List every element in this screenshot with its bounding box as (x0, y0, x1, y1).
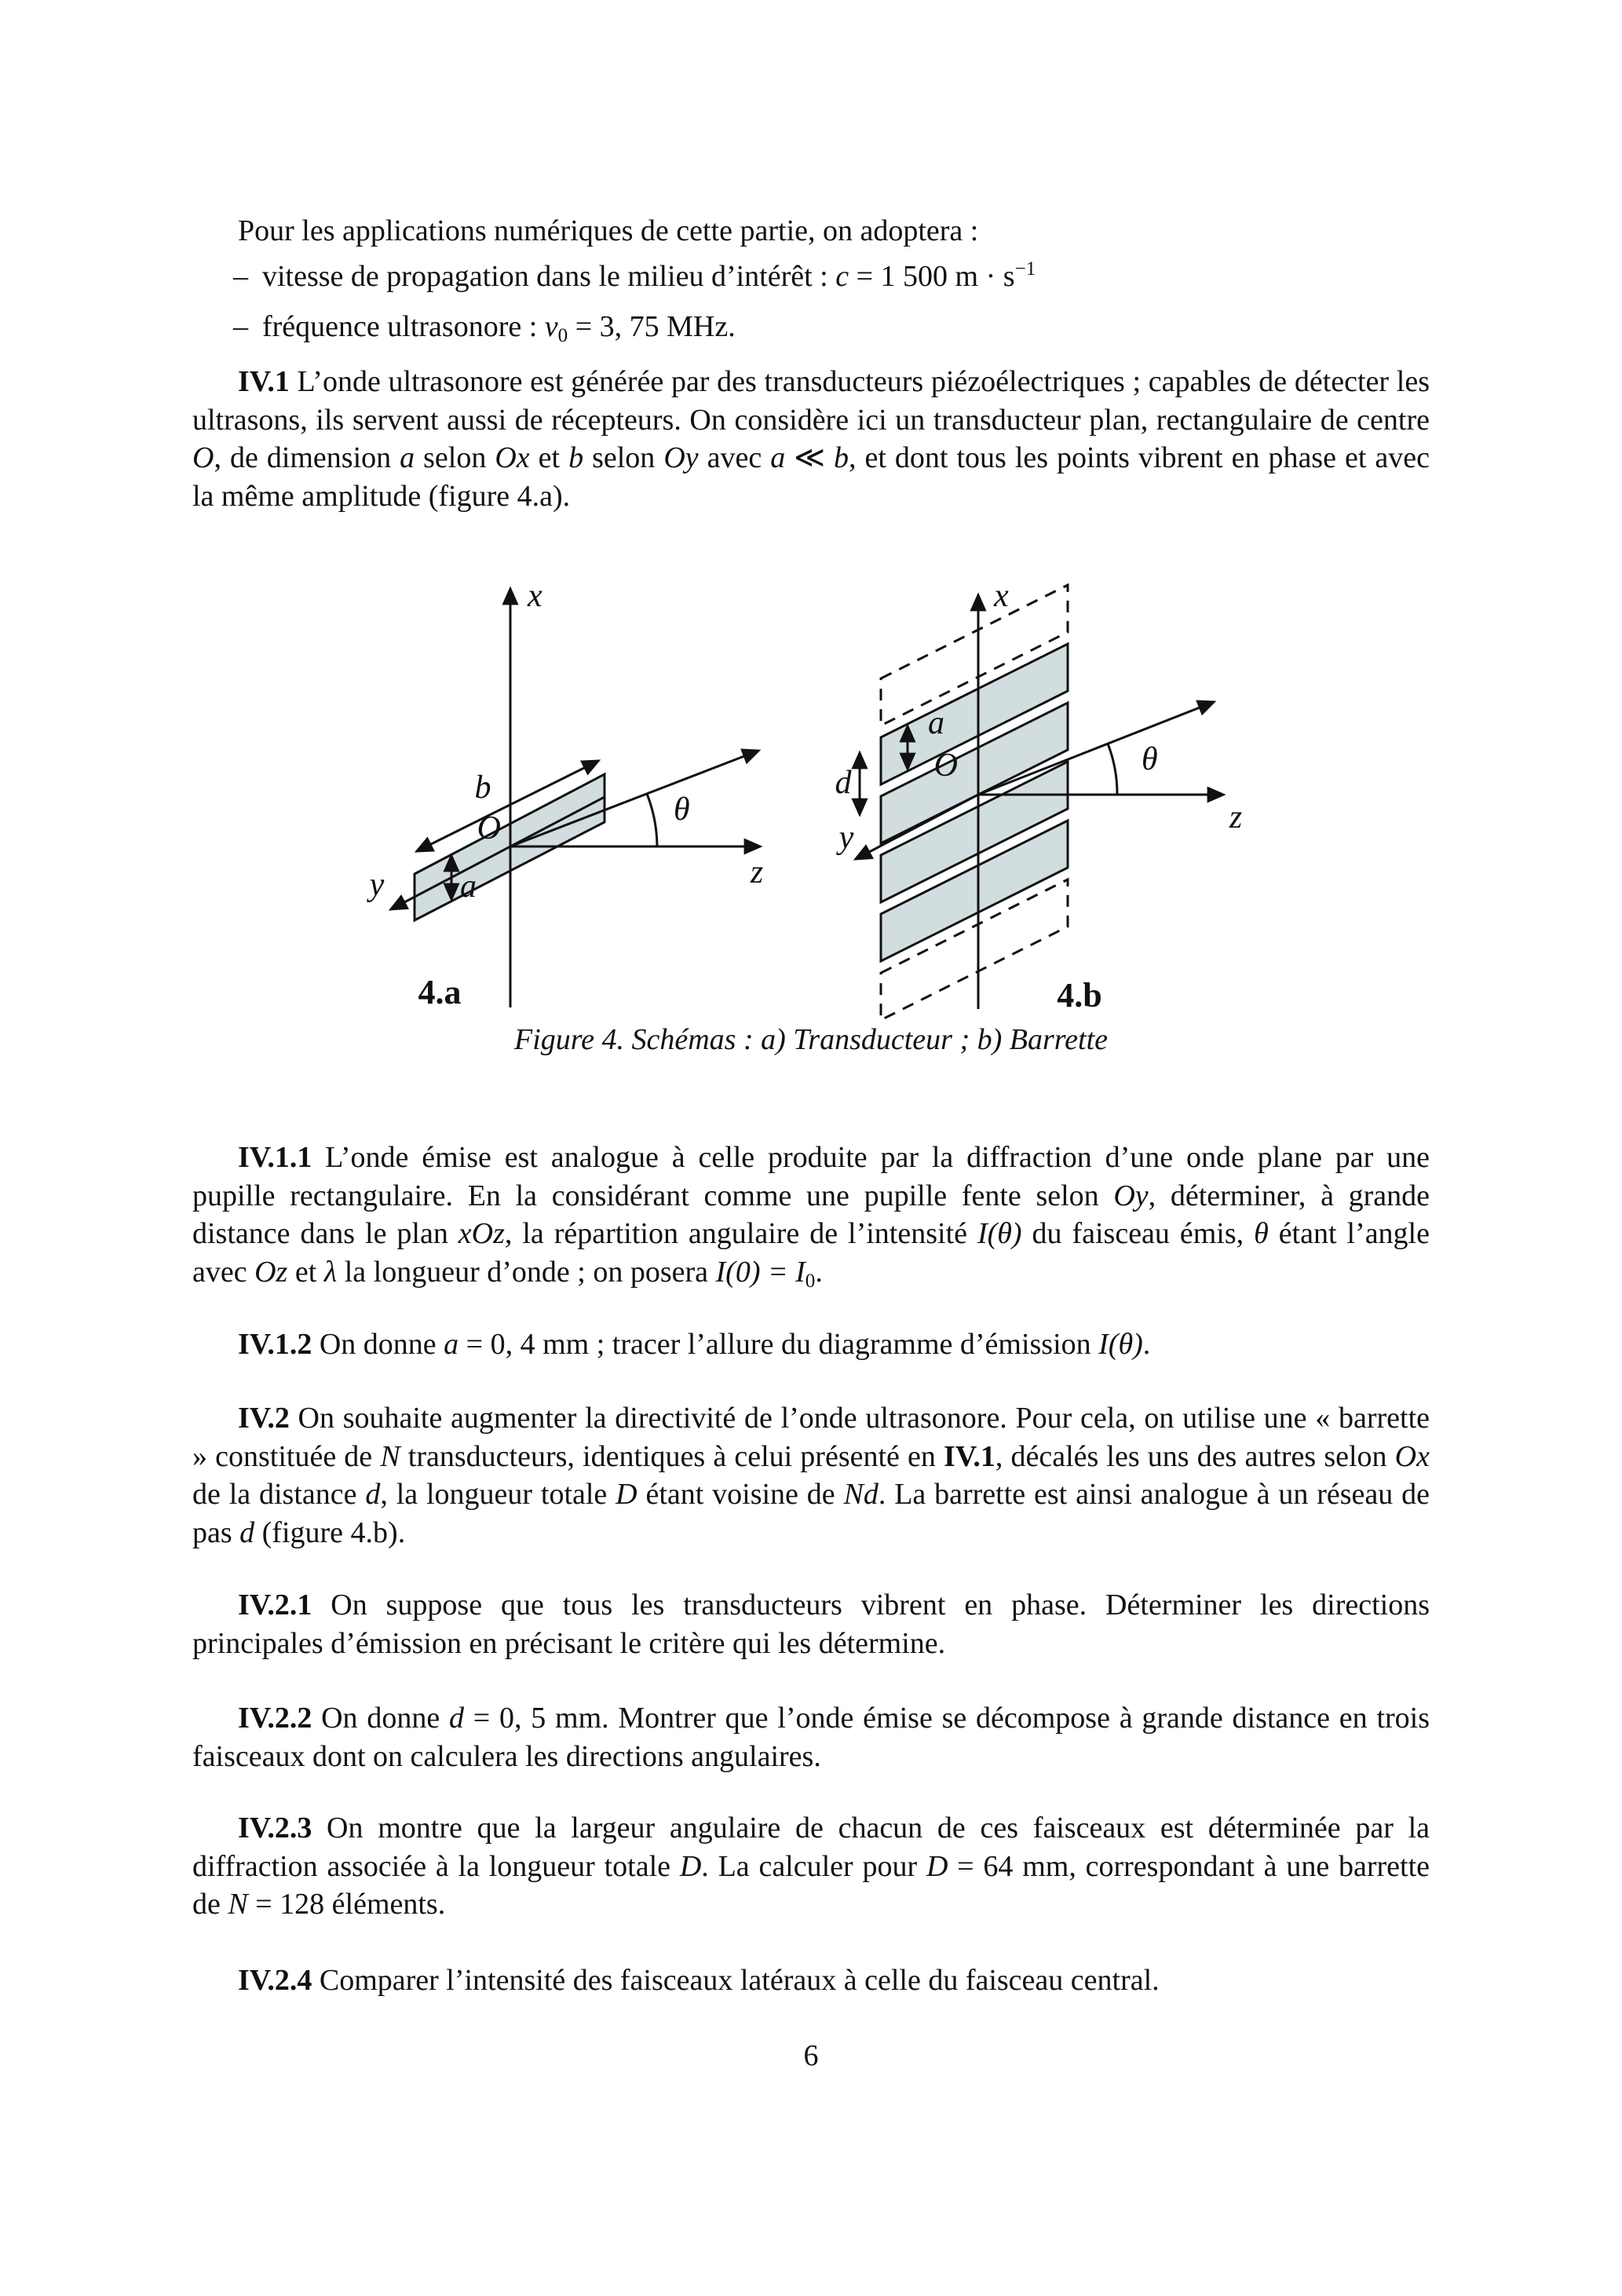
text-run: . (815, 1255, 823, 1289)
text-run: On souhaite augmenter la directivité de l’onde ultrasonore. Pour cela, on utilise une « barrette » constituée de (192, 1402, 1430, 1473)
section-iv-2-1 (192, 1586, 1430, 1662)
text-run: et (287, 1255, 324, 1289)
section-iv-1 (192, 363, 1430, 515)
text-run: a (400, 441, 415, 474)
text-run: avec (698, 441, 771, 474)
section-iv-1-2 (192, 1325, 1430, 1364)
text-run: On donne (312, 1328, 444, 1361)
text-run: . La calculer pour (701, 1849, 926, 1883)
text-run: λ (323, 1255, 338, 1289)
section-iv-2 (192, 1399, 1430, 1552)
text-run: de la distance (192, 1478, 366, 1511)
text-run: = 0, 5 mm. Montrer que l’onde émise se décompose à grande distance en trois faisceaux dont on calculera les directions angulaires. (192, 1702, 1430, 1773)
text-run: IV.2.2 (238, 1702, 312, 1735)
text-run: étant voisine de (637, 1478, 844, 1511)
theta-label: θ (674, 792, 690, 828)
bullet-item-frequency (233, 308, 1430, 350)
theta-label: θ (1142, 741, 1158, 777)
y-axis-label: y (838, 820, 854, 856)
a-dimension-label: a (928, 705, 944, 741)
text-run: −1 (1014, 258, 1036, 280)
y-axis-label: y (369, 867, 385, 903)
theta-arc (1108, 744, 1117, 795)
text-run: Oy (663, 441, 699, 474)
text-run: Comparer l’intensité des faisceaux latéraux à celle du faisceau central. (312, 1964, 1160, 1997)
text-run: , et dont tous les points vibrent en phase et avec la même amplitude (figure 4.a). (192, 441, 1430, 513)
x-axis-label: x (994, 578, 1009, 614)
text-run: = 3, 75 MHz. (568, 310, 736, 343)
text-run: On suppose que tous les transducteurs vibrent en phase. Déterminer les directions principales d’émission en précisant le critère qui les détermine. (192, 1589, 1430, 1660)
text-run: , la répartition angulaire de l’intensité (504, 1217, 977, 1250)
emission-arrow (510, 751, 758, 846)
text-run: N (228, 1888, 248, 1921)
text-run: D (679, 1849, 702, 1883)
text-run: Pour les applications numériques de cette partie, on adoptera : (238, 214, 979, 247)
text-run: IV.2.3 (238, 1812, 312, 1844)
text-run: Oz (254, 1255, 288, 1289)
text-run: , décalés les uns des autres selon (995, 1439, 1395, 1473)
text-run: . La barrette est ainsi analogue à un réseau de pas (192, 1478, 1430, 1549)
text-run: (figure 4.b). (254, 1515, 406, 1549)
text-run: c (835, 260, 849, 293)
text-run: On montre que la largeur angulaire de chacun de ces faisceaux est déterminée par la diffraction associée à la longueur totale (192, 1812, 1430, 1883)
text-run: ν (544, 310, 558, 343)
text-run: IV.1 (238, 365, 290, 398)
text-run: la longueur d’onde ; on posera (337, 1255, 716, 1289)
text-run: IV.2.4 (238, 1964, 312, 1997)
text-run: IV.1 (944, 1439, 995, 1473)
b-dimension-label: b (474, 770, 491, 806)
text-run: IV.2 (238, 1402, 290, 1435)
text-run: Nd (843, 1478, 879, 1511)
intro-paragraph (192, 212, 1430, 250)
text-run: a (444, 1328, 459, 1361)
a-dimension-label: a (460, 868, 477, 905)
page-number: 6 (803, 2039, 819, 2072)
text-run: Ox (1394, 1439, 1430, 1473)
origin-label: O (933, 748, 958, 784)
text-run: IV.2.1 (238, 1589, 312, 1621)
text-run: 0 (557, 325, 568, 347)
text-run: d (239, 1515, 255, 1549)
text-run: IV.1.2 (238, 1328, 312, 1361)
z-axis-label: z (750, 854, 764, 890)
bullet-dash-marker: – (233, 310, 248, 343)
section-iv-2-3 (192, 1809, 1430, 1924)
text-run: D (616, 1478, 637, 1511)
figure-4a-diagram (338, 558, 832, 1013)
text-run: d (365, 1478, 381, 1511)
text-run: d (448, 1702, 464, 1735)
text-run: I(0) = I (715, 1255, 806, 1289)
d-dimension-label: d (835, 765, 852, 801)
text-run: selon (415, 441, 495, 474)
bullet-dash-marker: – (233, 260, 248, 293)
text-run: du faisceau émis, (1021, 1217, 1255, 1250)
theta-arc (647, 794, 657, 846)
text-run: fréquence ultrasonore : (262, 310, 545, 343)
text-run: . (1142, 1328, 1151, 1361)
text-run: Figure 4. Schémas : a) Transducteur ; b) Barrette (513, 1023, 1108, 1056)
section-iv-1-1 (192, 1139, 1430, 1295)
bullet-item-speed (233, 258, 1430, 300)
section-iv-2-2 (192, 1699, 1430, 1775)
text-run: N (380, 1439, 400, 1473)
text-run: a (770, 441, 786, 474)
text-run: D (926, 1849, 948, 1883)
text-run: , la longueur totale (380, 1478, 616, 1511)
text-run: Ox (495, 441, 530, 474)
text-run: selon (583, 441, 664, 474)
z-axis-label: z (1229, 799, 1243, 835)
text-run: ≪ (785, 441, 835, 474)
text-run: L’onde ultrasonore est générée par des transducteurs piézoélectriques ; capables de détecter les ultrasons, ils servent aussi de récepteurs. On considère ici un transducteur plan, rectangulaire de centre (192, 365, 1430, 437)
text-run: , de dimension (214, 441, 400, 474)
text-run: transducteurs, identiques à celui présenté en (400, 1439, 944, 1473)
text-run: L’onde émise est analogue à celle produite par la diffraction d’une onde plane par une pupille rectangulaire. En la considérant comme une pupille fente selon (192, 1141, 1430, 1212)
subfigure-a-label: 4.a (418, 973, 462, 1011)
text-run: IV.1.1 (238, 1141, 312, 1174)
subfigure-b-label: 4.b (1057, 976, 1102, 1015)
text-run: On donne (312, 1702, 449, 1735)
bullet-text (262, 310, 736, 347)
origin-label: O (477, 810, 501, 846)
text-run: = 128 éléments. (247, 1888, 446, 1921)
figure-4b-diagram (832, 565, 1288, 1036)
text-run: b (834, 441, 849, 474)
text-run: b (568, 441, 584, 474)
text-run: = 0, 4 mm ; tracer l’allure du diagramme d’émission (458, 1328, 1099, 1361)
figure-caption (192, 1021, 1430, 1058)
text-run: étant l’angle avec (192, 1217, 1430, 1289)
text-run: θ (1254, 1217, 1269, 1250)
text-run: 0 (805, 1270, 816, 1292)
text-run: xOz (458, 1217, 505, 1250)
text-run: Oy (1113, 1179, 1149, 1212)
text-run: = 64 mm, correspondant à une barrette de (192, 1849, 1430, 1921)
bullet-text (262, 260, 1036, 293)
text-run: et (529, 441, 569, 474)
text-run: I(θ) (977, 1217, 1022, 1250)
text-run: = 1 500 m · s (849, 260, 1015, 293)
text-run: , déterminer, à grande distance dans le plan (192, 1179, 1430, 1250)
text-run: O (192, 441, 214, 474)
x-axis-label: x (528, 578, 542, 614)
section-iv-2-4 (192, 1961, 1430, 2000)
text-run: vitesse de propagation dans le milieu d’intérêt : (262, 260, 836, 293)
text-run: I(θ) (1098, 1328, 1143, 1361)
